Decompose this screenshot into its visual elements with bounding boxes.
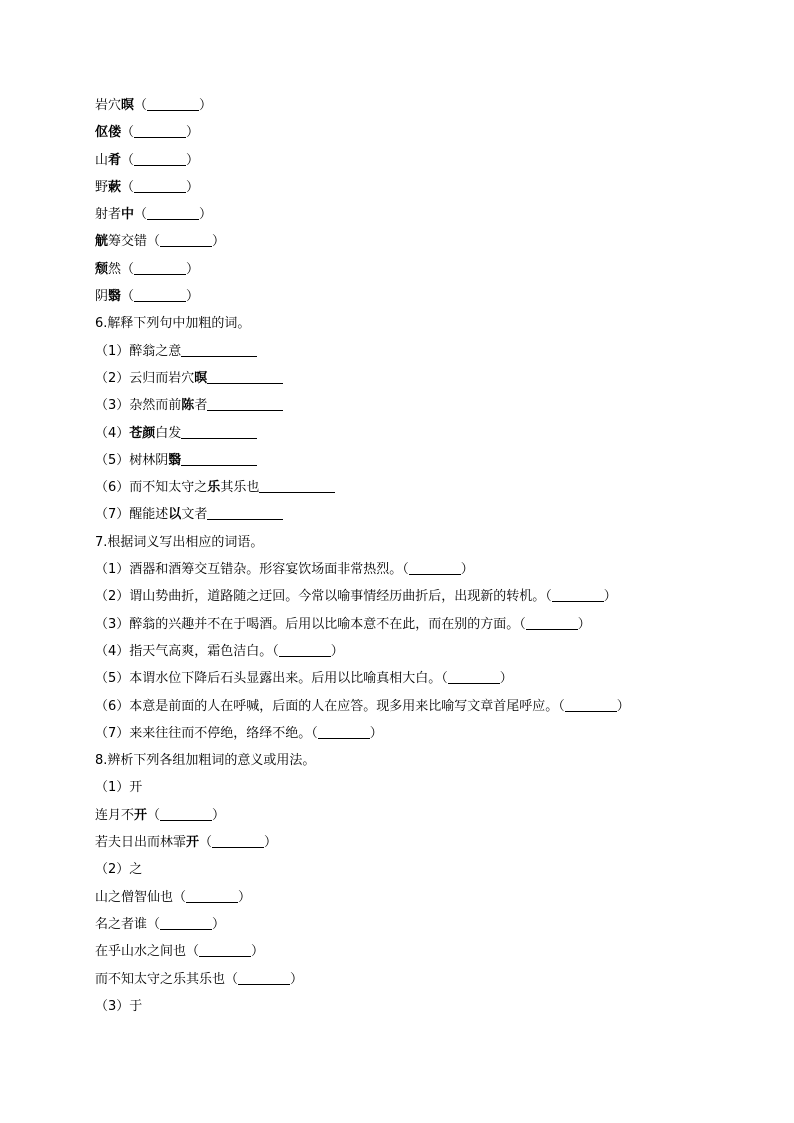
answer-blank[interactable] [186, 888, 238, 903]
answer-blank[interactable] [134, 151, 186, 166]
answer-blank[interactable] [147, 96, 199, 111]
q8-item: 山之僧智仙也（ ） [95, 889, 252, 905]
answer-blank[interactable] [207, 505, 283, 520]
q7-item: （1）酒器和酒筹交互错杂。形容宴饮场面非常热烈。（ ） [95, 562, 474, 578]
question-6-title: 6.解释下列句中加粗的词。 [95, 316, 251, 332]
question-7-title: 7.根据词义写出相应的词语。 [95, 534, 264, 550]
q6-item: （4）苍颜白发 [95, 420, 735, 447]
answer-blank[interactable] [147, 205, 199, 220]
q8-item: 在乎山水之间也（ ） [95, 944, 265, 960]
q6-item: （5）树林阴翳 [95, 447, 735, 474]
section5-item: 岩穴暝（ ） [95, 98, 213, 113]
answer-blank[interactable] [409, 560, 461, 575]
answer-blank[interactable] [279, 642, 331, 657]
answer-blank[interactable] [207, 369, 283, 384]
q7-item: （6）本意是前面的人在呼喊，后面的人在应答。现多用来比喻写文章首尾呼应。（ ） [95, 698, 630, 714]
section5-item: 野蔌（ ） [95, 179, 200, 195]
question-8-title: 8.辨析下列各组加粗词的意义或用法。 [95, 753, 316, 769]
answer-blank[interactable] [238, 970, 290, 985]
answer-blank[interactable] [160, 232, 212, 247]
q8-item: 连月不开（ ） [95, 807, 226, 823]
answer-blank[interactable] [181, 424, 257, 439]
answer-blank[interactable] [160, 806, 212, 821]
q6-item: （6）而不知太守之乐其乐也 [95, 474, 735, 501]
q6-item: （1）醉翁之意 [95, 338, 735, 365]
q8-item: 而不知太守之乐其乐也（ ） [95, 971, 304, 987]
answer-blank[interactable] [448, 669, 500, 684]
answer-blank[interactable] [526, 615, 578, 630]
answer-blank[interactable] [552, 587, 604, 602]
answer-blank[interactable] [134, 287, 186, 302]
q7-item: （3）醉翁的兴趣并不在于喝酒。后用以比喻本意不在此，而在别的方面。（ ） [95, 616, 591, 632]
q7-item: （7）来来往往而不停绝，络绎不绝。（ ） [95, 725, 383, 741]
section5-item: 山肴（ ） [95, 152, 200, 168]
section5-item: 伛偻（ ） [95, 125, 200, 141]
q8-group-label: （1）开 [95, 780, 143, 796]
answer-blank[interactable] [207, 396, 283, 411]
answer-blank[interactable] [259, 478, 335, 493]
answer-blank[interactable] [565, 697, 617, 712]
q8-group-label: （2）之 [95, 862, 143, 878]
answer-blank[interactable] [199, 942, 251, 957]
answer-blank[interactable] [318, 724, 370, 739]
answer-blank[interactable] [181, 342, 257, 357]
section5-item: 射者中（ ） [95, 207, 213, 223]
q6-item: （2）云归而岩穴暝 [95, 365, 735, 392]
worksheet-page [95, 92, 735, 1020]
section5-item: 颓然（ ） [95, 261, 200, 277]
answer-blank[interactable] [134, 123, 186, 138]
answer-blank[interactable] [160, 915, 212, 930]
answer-blank[interactable] [181, 451, 257, 466]
answer-blank[interactable] [134, 260, 186, 275]
q8-item: 名之者谁（ ） [95, 916, 226, 932]
q6-item: （3）杂然而前陈者 [95, 392, 735, 419]
section5-item: 觥筹交错（ ） [95, 234, 226, 250]
q7-item: （2）谓山势曲折，道路随之迂回。今常以喻事情经历曲折后，出现新的转机。（ ） [95, 589, 617, 605]
q8-item: 若夫日出而林霏开（ ） [95, 835, 278, 851]
section5-item: 阴翳（ ） [95, 289, 200, 305]
q6-item: （7）醒能述以文者 [95, 501, 735, 528]
q7-item: （4）指天气高爽，霜色洁白。（ ） [95, 643, 344, 659]
answer-blank[interactable] [134, 178, 186, 193]
answer-blank[interactable] [212, 833, 264, 848]
q8-group-label: （3）于 [95, 998, 143, 1014]
q7-item: （5）本谓水位下降后石头显露出来。后用以比喻真相大白。（ ） [95, 671, 513, 687]
